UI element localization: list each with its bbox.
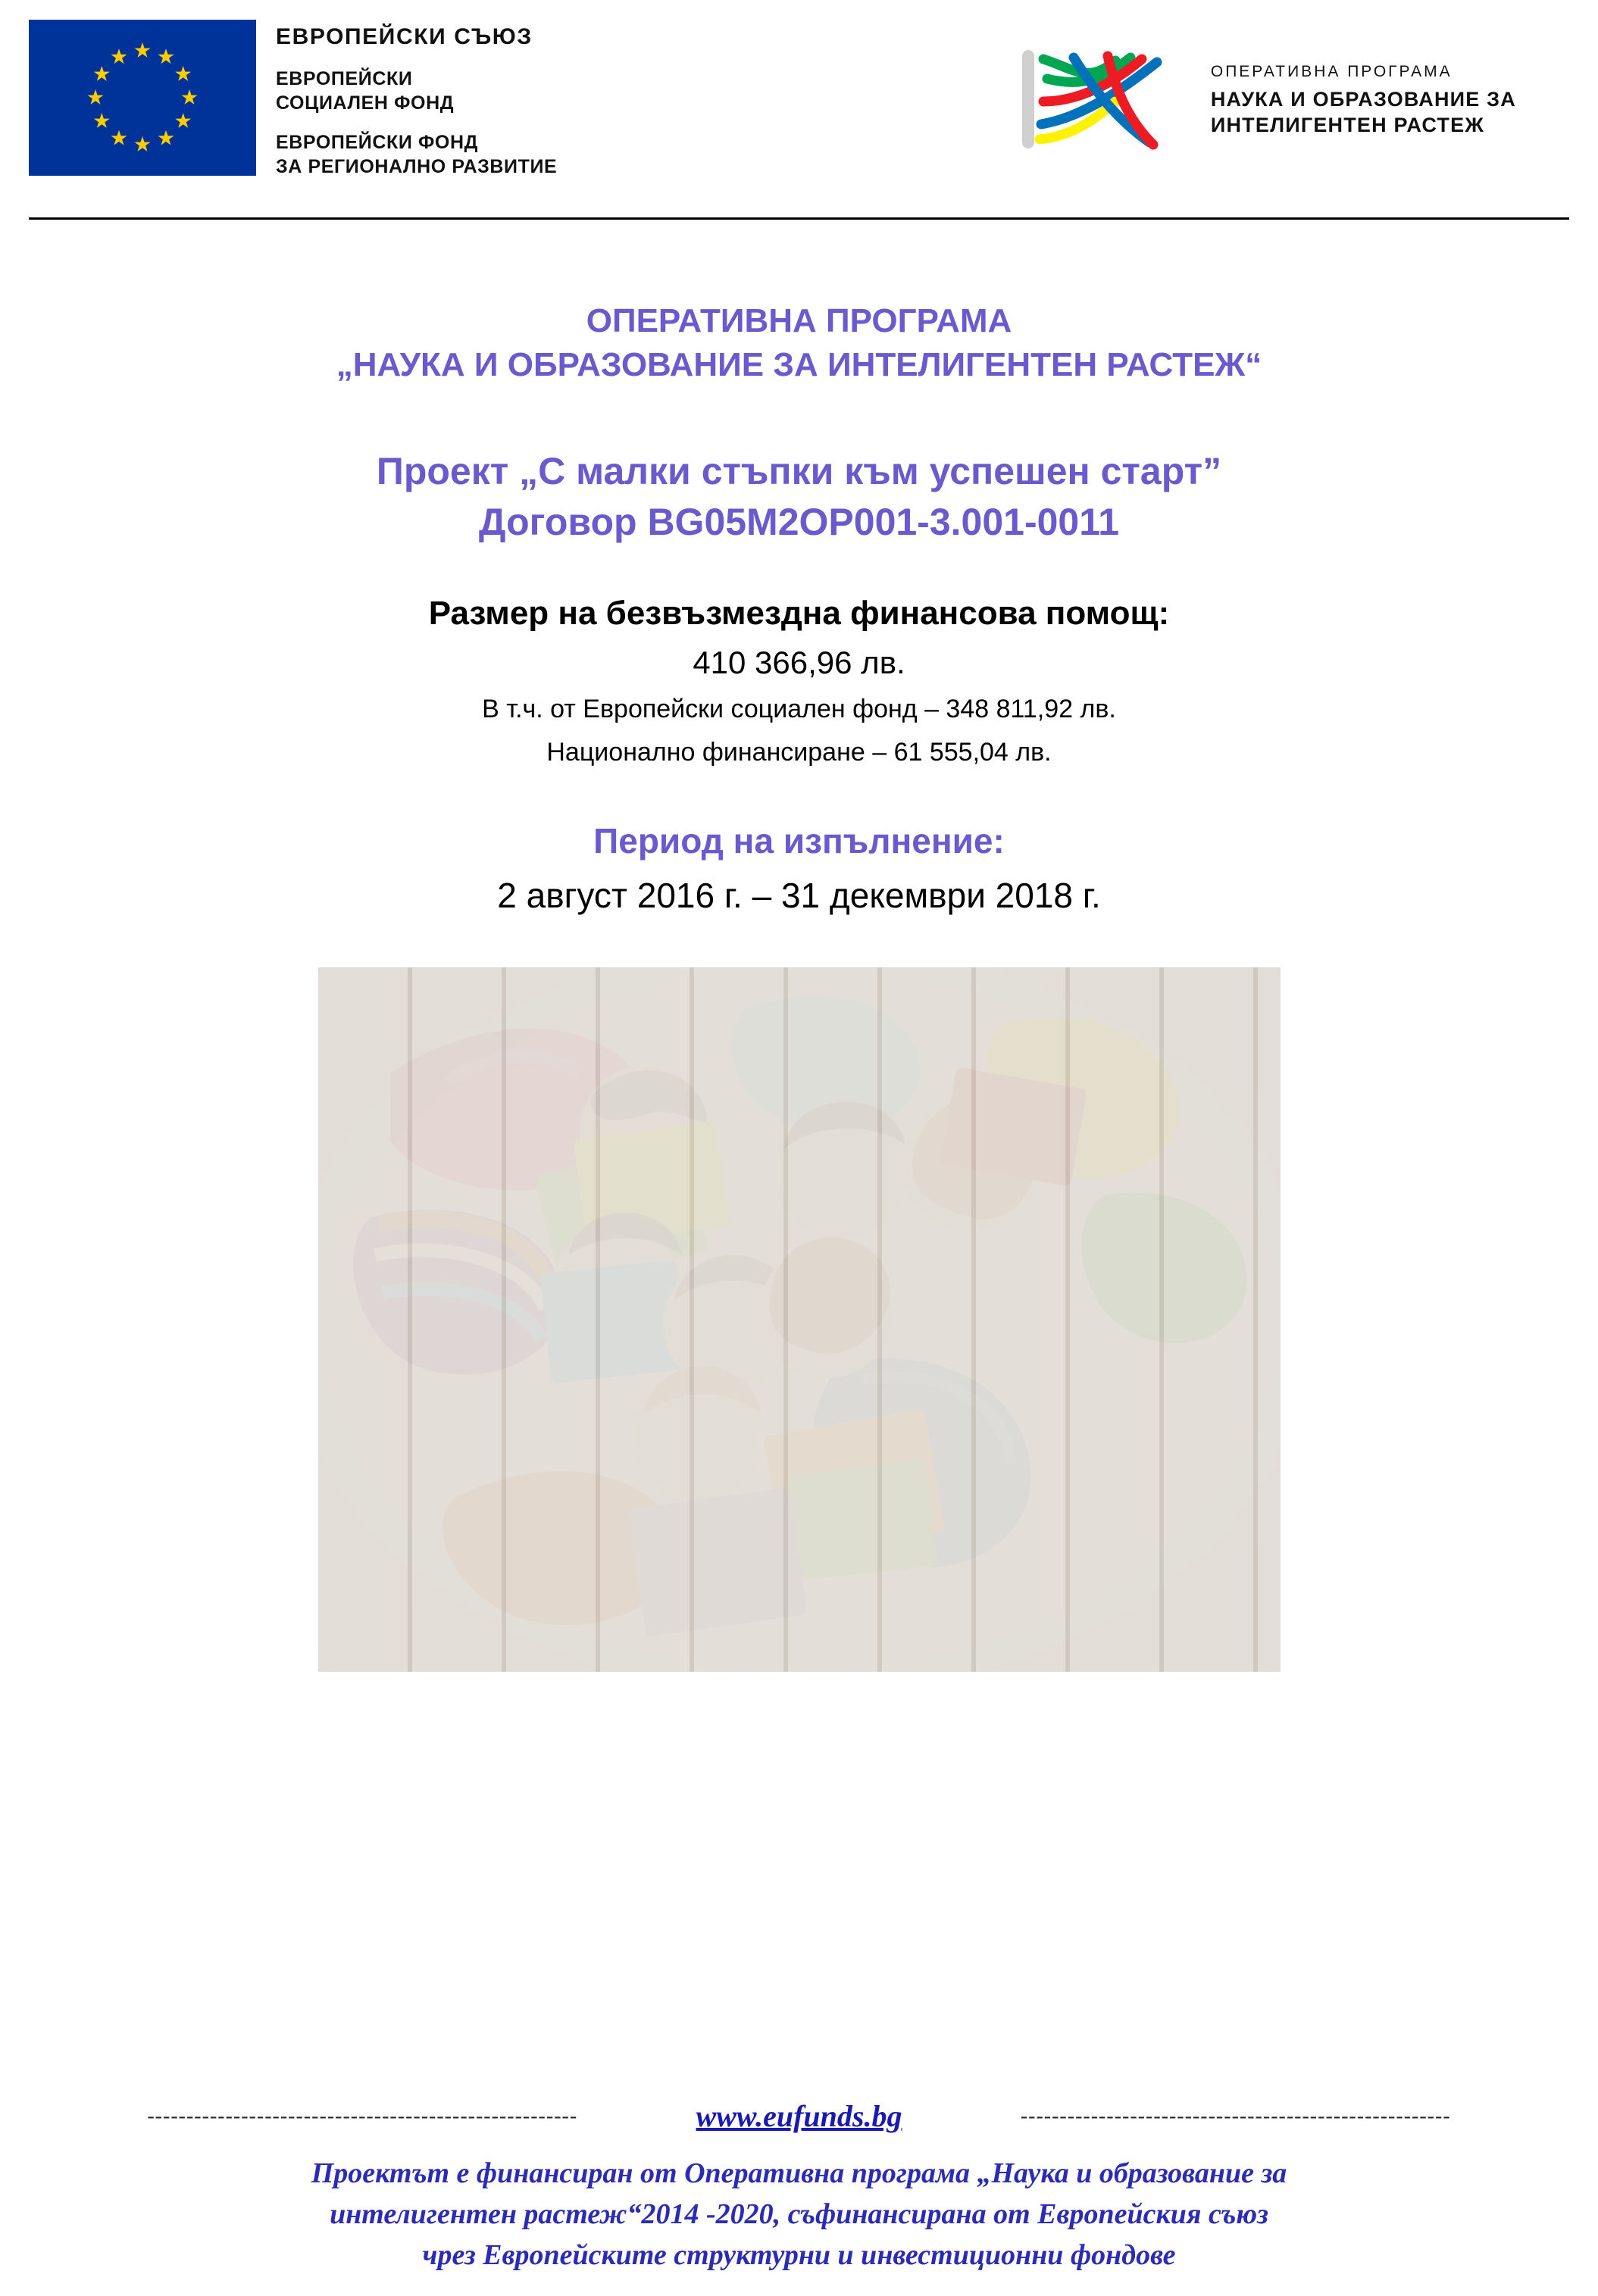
footer-link-row: [38, 2098, 1560, 2134]
footer-dashes-right: -------------------------------------------------------: [1020, 2104, 1451, 2128]
funding-disclaimer: [38, 2154, 1560, 2276]
document-footer: [0, 2098, 1598, 2296]
project-title: [45, 446, 1553, 548]
header-logos-row: [29, 0, 1569, 179]
funding-disclaimer-line-1: Проектът е финансиран от Оперативна програма „Наука и образование за: [311, 2157, 1287, 2190]
footer-dashes-left: -------------------------------------------------------: [147, 2104, 578, 2128]
program-title: [45, 299, 1553, 387]
children-with-books-photo: [318, 967, 1281, 1672]
op-big-title-line-1: НАУКА И ОБРАЗОВАНИЕ ЗА: [1210, 88, 1516, 111]
program-title-line-1: ОПЕРАТИВНА ПРОГРАМА: [586, 302, 1012, 339]
eu-text-block: [276, 20, 557, 179]
document-header: [0, 0, 1598, 220]
eu-fund-line-1: ЕВРОПЕЙСКИ: [276, 68, 413, 89]
op-logo-block: [1002, 20, 1569, 156]
grant-amount: 410 366,96 лв.: [693, 645, 905, 681]
grant-national-share: Национално финансиране – 61 555,04 лв.: [546, 738, 1052, 767]
photo-floor-background: [318, 967, 1281, 1672]
op-ribbon-graphic: [1002, 42, 1191, 156]
eu-fund-line-2: СОЦИАЛЕН ФОНД: [276, 92, 455, 114]
eu-flag-icon: [29, 20, 256, 176]
program-title-line-2: „НАУКА И ОБРАЗОВАНИЕ ЗА ИНТЕЛИГЕНТЕН РАСТЕЖ“: [336, 346, 1262, 384]
header-divider: [29, 217, 1569, 220]
op-small-title: ОПЕРАТИВНА ПРОГРАМА: [1210, 63, 1453, 81]
eu-spacer: [276, 115, 557, 130]
photo-container: [45, 967, 1553, 1672]
eu-stars-icon: [29, 20, 256, 176]
grant-label: Размер на безвъзмездна финансова помощ:: [428, 595, 1170, 633]
eufunds-website-link[interactable]: www.eufunds.bg: [696, 2099, 902, 2134]
op-big-title-line-2: ИНТЕЛИГЕНТЕН РАСТЕЖ: [1210, 114, 1484, 136]
funding-disclaimer-line-3: чрез Европейските структурни и инвестиционни фондове: [422, 2239, 1176, 2272]
funding-disclaimer-line-2: интелигентен растеж“2014 -2020, съфинансирана от Европейския съюз: [330, 2198, 1268, 2231]
period-label: Период на изпълнение:: [593, 821, 1005, 861]
op-ribbon-icon: [1002, 42, 1191, 156]
document-body: [0, 299, 1598, 1672]
eu-emblem-block: [29, 20, 557, 179]
eu-fund-line-4: ЗА РЕГИОНАЛНО РАЗВИТИЕ: [276, 156, 558, 177]
period-value: 2 август 2016 г. – 31 декември 2018 г.: [497, 876, 1101, 916]
eu-fund-line-3: ЕВРОПЕЙСКИ ФОНД: [276, 132, 479, 153]
contract-number: Договор BG05M2OP001-3.001-0011: [478, 501, 1120, 544]
grant-esf-share: В т.ч. от Европейски социален фонд – 348 811,92 лв.: [482, 695, 1116, 724]
eu-title: ЕВРОПЕЙСКИ СЪЮЗ: [276, 24, 533, 49]
op-text-block: [1211, 60, 1516, 139]
project-name: Проект „С малки стъпки към успешен старт”: [376, 450, 1222, 493]
